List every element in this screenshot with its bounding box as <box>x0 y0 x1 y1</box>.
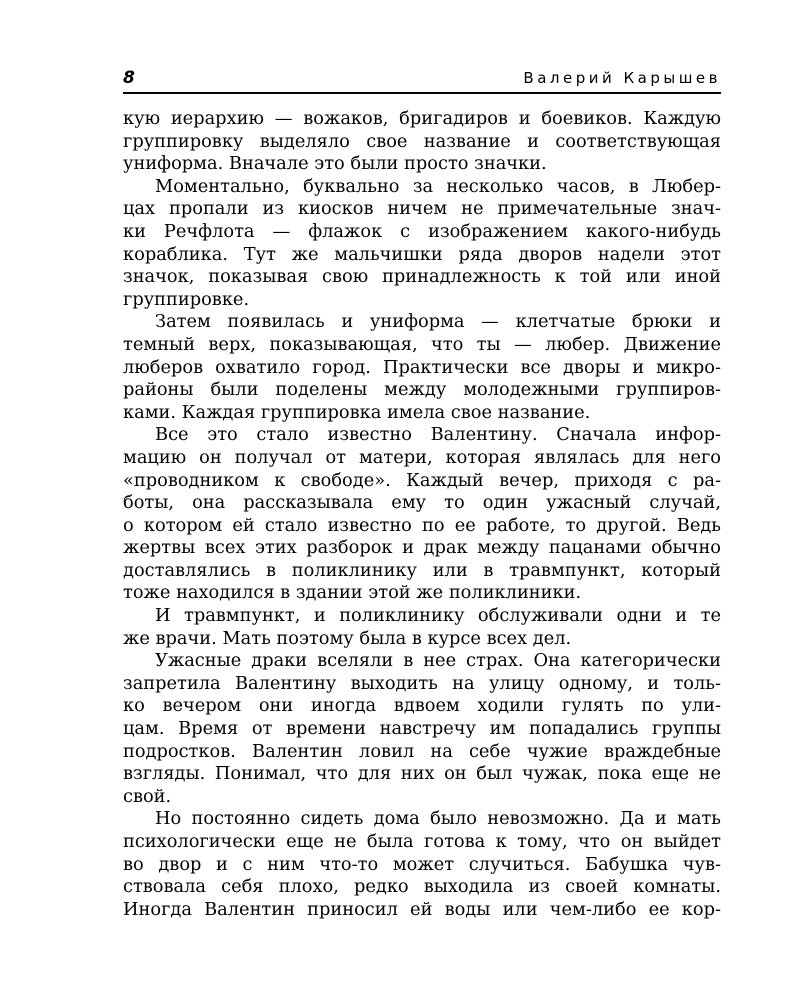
text-line: взгляды. Понимал, что для них он был чужак, пока еще не <box>123 763 721 785</box>
text-line: свой. <box>123 785 172 807</box>
text-line: тоже находился в здании этой же поликлиники. <box>123 582 582 604</box>
text-line: подростков. Валентин ловил на себе чужие враждебные <box>123 740 721 762</box>
text-line: Но постоянно сидеть дома было невозможно. Да и мать <box>155 808 721 830</box>
text-line: значок, показывая свою принадлежность к той или иной <box>123 266 721 288</box>
text-line: кую иерархию — вожаков, бригадиров и боевиков. Каждую <box>123 108 721 129</box>
text-line: жертвы всех этих разборок и драк между пацанами обычно <box>123 537 721 559</box>
text-line: цах пропали из киосков ничем не примечательные знач- <box>123 198 721 220</box>
text-line: ками. Каждая группировка имела свое название. <box>123 401 591 423</box>
paragraph <box>123 605 721 650</box>
text-line: боты, она рассказывала ему то один ужасный случай, <box>123 492 721 514</box>
text-line: во двор и с ним что-то может случиться. Бабушка чув- <box>123 853 721 875</box>
paragraph <box>123 424 721 605</box>
text-line: ствовала себя плохо, редко выходила из своей комнаты. <box>123 876 721 898</box>
text-line: Все это стало известно Валентину. Сначала инфор- <box>155 424 721 446</box>
text-line: темный верх, показывающая, что ты — любер. Движение <box>123 333 721 355</box>
text-line: кораблика. Тут же мальчишки ряда дворов надели этот <box>123 243 721 265</box>
book-page <box>123 66 721 921</box>
text-line: психологически еще не была готова к тому, что он выйдет <box>123 831 721 852</box>
text-line: цам. Время от времени навстречу им попадались группы <box>123 718 721 740</box>
running-head-author: Валерий Карышев <box>523 69 721 87</box>
text-line: Иногда Валентин приносил ей воды или чем-либо ее кор- <box>123 898 721 920</box>
text-line: же врачи. Мать поэтому была в курсе всех дел. <box>123 627 572 649</box>
text-line: группировку выделяло свое название и соответствующая <box>123 130 721 152</box>
text-line: группировке. <box>123 288 250 310</box>
text-line: Ужасные драки вселяли в нее страх. Она категорически <box>155 650 721 672</box>
page-header <box>123 66 721 94</box>
text-line: Затем появилась и униформа — клетчатые брюки и <box>155 311 721 333</box>
body-text <box>123 108 721 921</box>
text-line: мацию он получал от матери, которая являлась для него <box>123 446 721 468</box>
paragraph <box>123 311 721 424</box>
text-line: доставлялись в поликлинику или в травмпункт, который <box>123 559 721 581</box>
text-line: И травмпункт, и поликлинику обслуживали одни и те <box>155 605 721 627</box>
text-line: о котором ей стало известно по ее работе, то другой. Ведь <box>123 514 721 536</box>
text-line: запретила Валентину выходить на улицу одному, и толь- <box>123 672 721 694</box>
paragraph <box>123 650 721 808</box>
text-line: ки Речфлота — флажок с изображением какого-нибудь <box>123 220 721 242</box>
text-line: «проводником к свободе». Каждый вечер, приходя с ра- <box>123 469 721 491</box>
text-line: люберов охватило город. Практически все дворы и микро- <box>123 356 721 378</box>
text-line: Моментально, буквально за несколько часов, в Любер- <box>155 175 721 197</box>
paragraph <box>123 176 721 312</box>
paragraph <box>123 808 721 921</box>
text-line: ко вечером они иногда вдвоем ходили гулять по ули- <box>123 695 721 717</box>
paragraph <box>123 108 721 176</box>
page-number: 8 <box>123 68 135 88</box>
text-line: униформа. Вначале это были просто значки. <box>123 153 547 175</box>
text-line: районы были поделены между молодежными группиров- <box>123 379 721 401</box>
